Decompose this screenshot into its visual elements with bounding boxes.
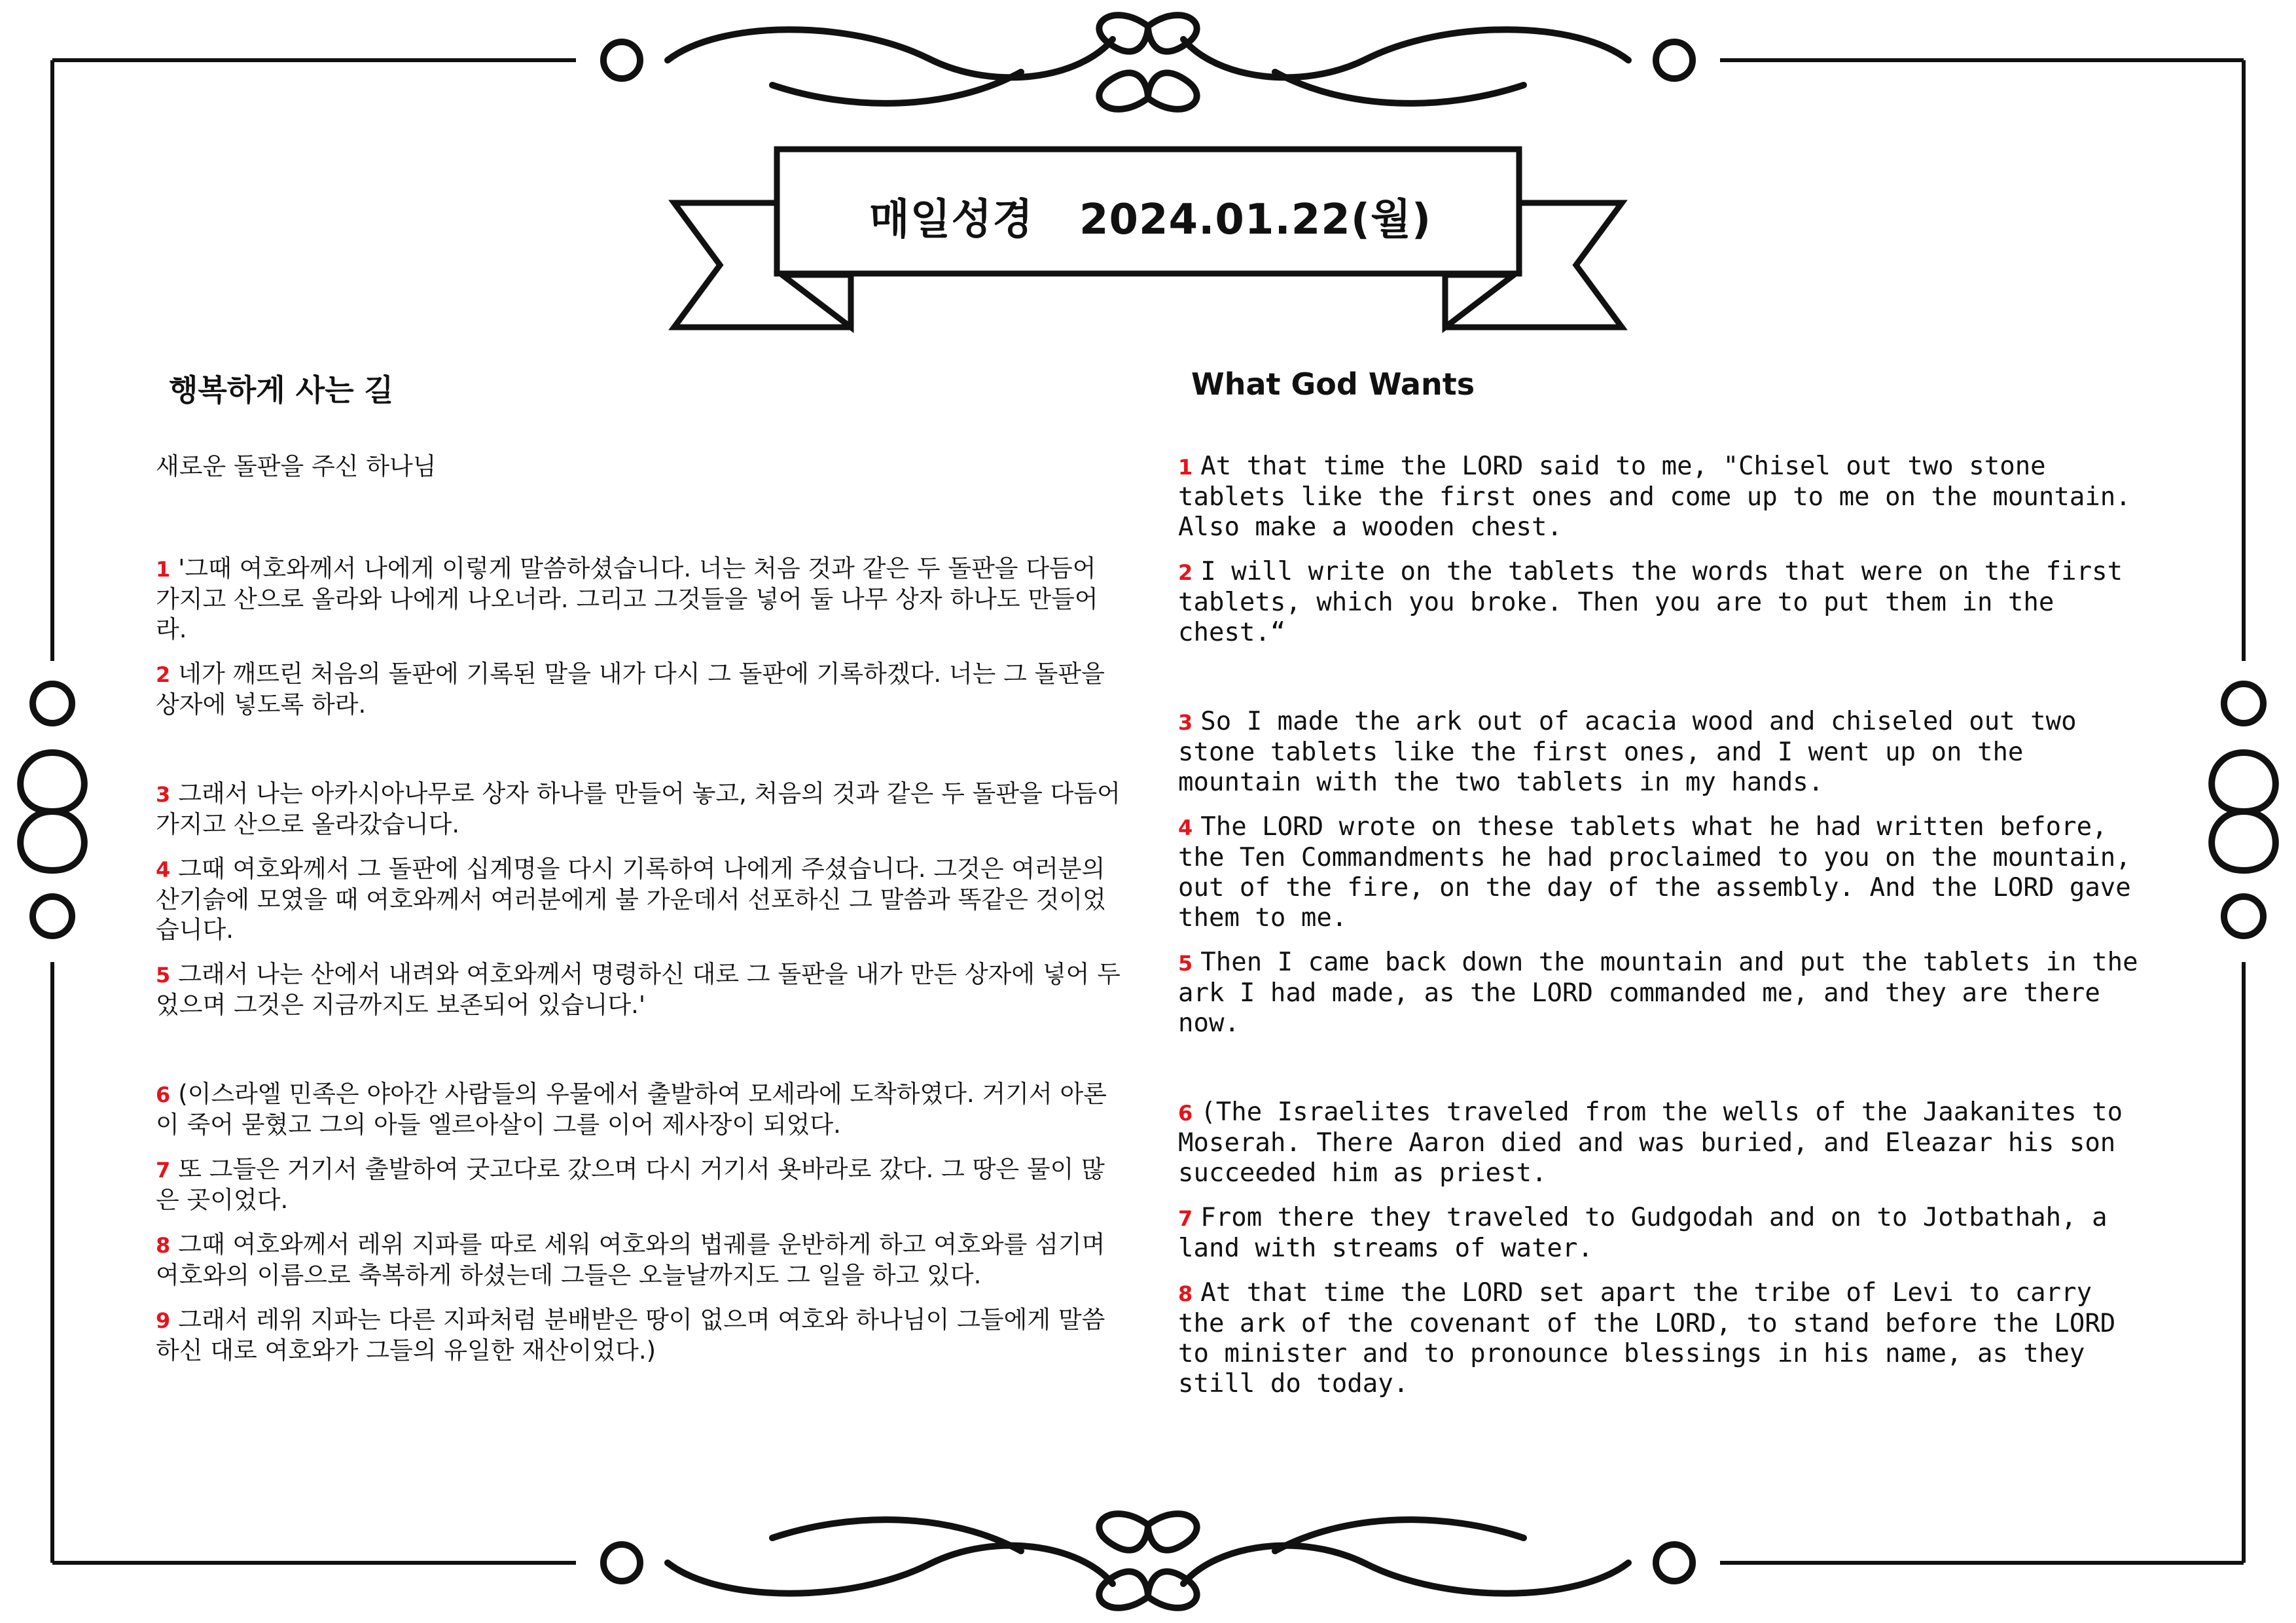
- verse-text: (이스라엘 민족은 야아간 사람들의 우물에서 출발하여 모세라에 도착하였다. 거기서 아론이 죽어 묻혔고 그의 아들 엘르아살이 그를 이어 제사장이 되었다.: [156, 1080, 1107, 1139]
- verse-text: 네가 깨뜨린 처음의 돌판에 기록된 말을 내가 다시 그 돌판에 기록하겠다. 너는 그 돌판을 상자에 넣도록 하라.: [156, 660, 1105, 719]
- top-ornament: [603, 15, 1693, 109]
- left-side-ornament: [20, 684, 84, 936]
- verse: [156, 854, 1124, 945]
- korean-heading: 행복하게 사는 길: [169, 372, 394, 408]
- verse-number: 2: [156, 662, 171, 687]
- verse: [156, 779, 1124, 840]
- verse-text: I will write on the tablets the words that were on the first tablets, which you broke. Then you are to put them in the chest.“: [1178, 557, 2123, 647]
- verse: [156, 554, 1124, 645]
- verse: [156, 1079, 1124, 1140]
- verse-number: 5: [156, 963, 171, 988]
- verse-number: 2: [1178, 560, 1193, 585]
- verse-number: 3: [156, 782, 171, 807]
- verse-text: So I made the ark out of acacia wood and chiseled out two stone tablets like the first ones, and I went up on the mountain with the two tablets in my hands.: [1178, 707, 2077, 797]
- right-side-ornament: [2212, 684, 2276, 936]
- verse-text: 그때 여호와께서 레위 지파를 따로 세워 여호와의 법궤를 운반하게 하고 여호와를 섬기며 여호와의 이름으로 축복하게 하셨는데 그들은 오늘날까지도 그 일을 하고 있다.: [156, 1230, 1105, 1289]
- verse-text: 그래서 나는 아카시아나무로 상자 하나를 만들어 놓고, 처음의 것과 같은 두 돌판을 다듬어 가지고 산으로 올라갔습니다.: [156, 779, 1121, 838]
- bottom-ornament: [603, 1514, 1693, 1608]
- verse: [1178, 707, 2147, 798]
- korean-verse-list: [156, 554, 1124, 1366]
- verse-number: 1: [1178, 455, 1193, 480]
- verse-number: 4: [156, 857, 171, 882]
- verse-text: At that time the LORD set apart the tribe of Levi to carry the ark of the covenant of the LORD, to stand before the LORD to minister and to pronounce blessings in his name, as they still do today.: [1178, 1278, 2116, 1399]
- verse: [1178, 557, 2147, 648]
- verse-number: 3: [1178, 710, 1193, 735]
- verse-number: 6: [156, 1082, 171, 1107]
- korean-subtitle: 새로운 돌판을 주신 하나님: [156, 452, 437, 480]
- english-heading: What God Wants: [1191, 366, 1475, 402]
- verse-number: 6: [1178, 1101, 1193, 1126]
- verse-number: 9: [156, 1308, 171, 1333]
- verse-text: (The Israelites traveled from the wells of the Jaakanites to Moserah. There Aaron died and was buried, and Eleazar his son succeeded him as priest.: [1178, 1097, 2123, 1188]
- verse-number: 8: [156, 1233, 171, 1258]
- verse: [1178, 1278, 2147, 1399]
- verse: [156, 1305, 1124, 1366]
- verse: [1178, 1097, 2147, 1188]
- verse-number: 5: [1178, 951, 1193, 976]
- verse-text: 또 그들은 거기서 출발하여 굿고다로 갔으며 다시 거기서 욧바라로 갔다. 그 땅은 물이 많은 곳이었다.: [156, 1155, 1105, 1214]
- verse: [156, 959, 1124, 1020]
- verse-number: 7: [156, 1158, 171, 1183]
- verse-number: 1: [156, 557, 171, 582]
- verse-number: 4: [1178, 815, 1193, 840]
- verse: [1178, 948, 2147, 1039]
- verse-text: 그래서 레위 지파는 다른 지파처럼 분배받은 땅이 없으며 여호와 하나님이 그들에게 말씀하신 대로 여호와가 그들의 유일한 재산이었다.): [156, 1306, 1105, 1364]
- korean-column: [156, 366, 1124, 1380]
- verse-text: From there they traveled to Gudgodah and on to Jotbathah, a land with streams of water.: [1178, 1203, 2108, 1263]
- verse: [156, 1230, 1124, 1291]
- english-verse-list: [1178, 452, 2147, 1399]
- page-title: 매일성경 2024.01.22(월): [869, 196, 1432, 244]
- verse-text: At that time the LORD said to me, "Chisel out two stone tablets like the first ones and come up to me on the mountain. Also make a wooden chest.: [1178, 452, 2131, 542]
- verse: [1178, 452, 2147, 543]
- verse: [1178, 1203, 2147, 1264]
- verse-text: '그때 여호와께서 나에게 이렇게 말씀하셨습니다. 너는 처음 것과 같은 두 돌판을 다듬어 가지고 산으로 올라와 나에게 나오너라. 그리고 그것들을 넣어 둘 나무 상자 하나도 만들어라.: [156, 554, 1098, 643]
- verse-number: 7: [1178, 1206, 1193, 1231]
- verse-text: The LORD wrote on these tablets what he had written before, the Ten Commandments he had proclaimed to you on the mountain, out of the fire, on the day of the assembly. And the LORD gave them to me.: [1178, 812, 2131, 933]
- verse-number: 8: [1178, 1281, 1193, 1306]
- english-column: [1178, 366, 2147, 1414]
- verse-text: Then I came back down the mountain and put the tablets in the ark I had made, as the LORD commanded me, and they are there now.: [1178, 948, 2138, 1038]
- verse-text: 그때 여호와께서 그 돌판에 십계명을 다시 기록하여 나에게 주셨습니다. 그것은 여러분의 산기슭에 모였을 때 여호와께서 여러분에게 불 가운데서 선포하신 그 말씀과 똑같은 것이었습니다.: [156, 855, 1106, 944]
- verse: [156, 659, 1124, 720]
- verse: [1178, 812, 2147, 933]
- verse: [156, 1154, 1124, 1215]
- verse-text: 그래서 나는 산에서 내려와 여호와께서 명령하신 대로 그 돌판을 내가 만든 상자에 넣어 두었으며 그것은 지금까지도 보존되어 있습니다.': [156, 960, 1121, 1019]
